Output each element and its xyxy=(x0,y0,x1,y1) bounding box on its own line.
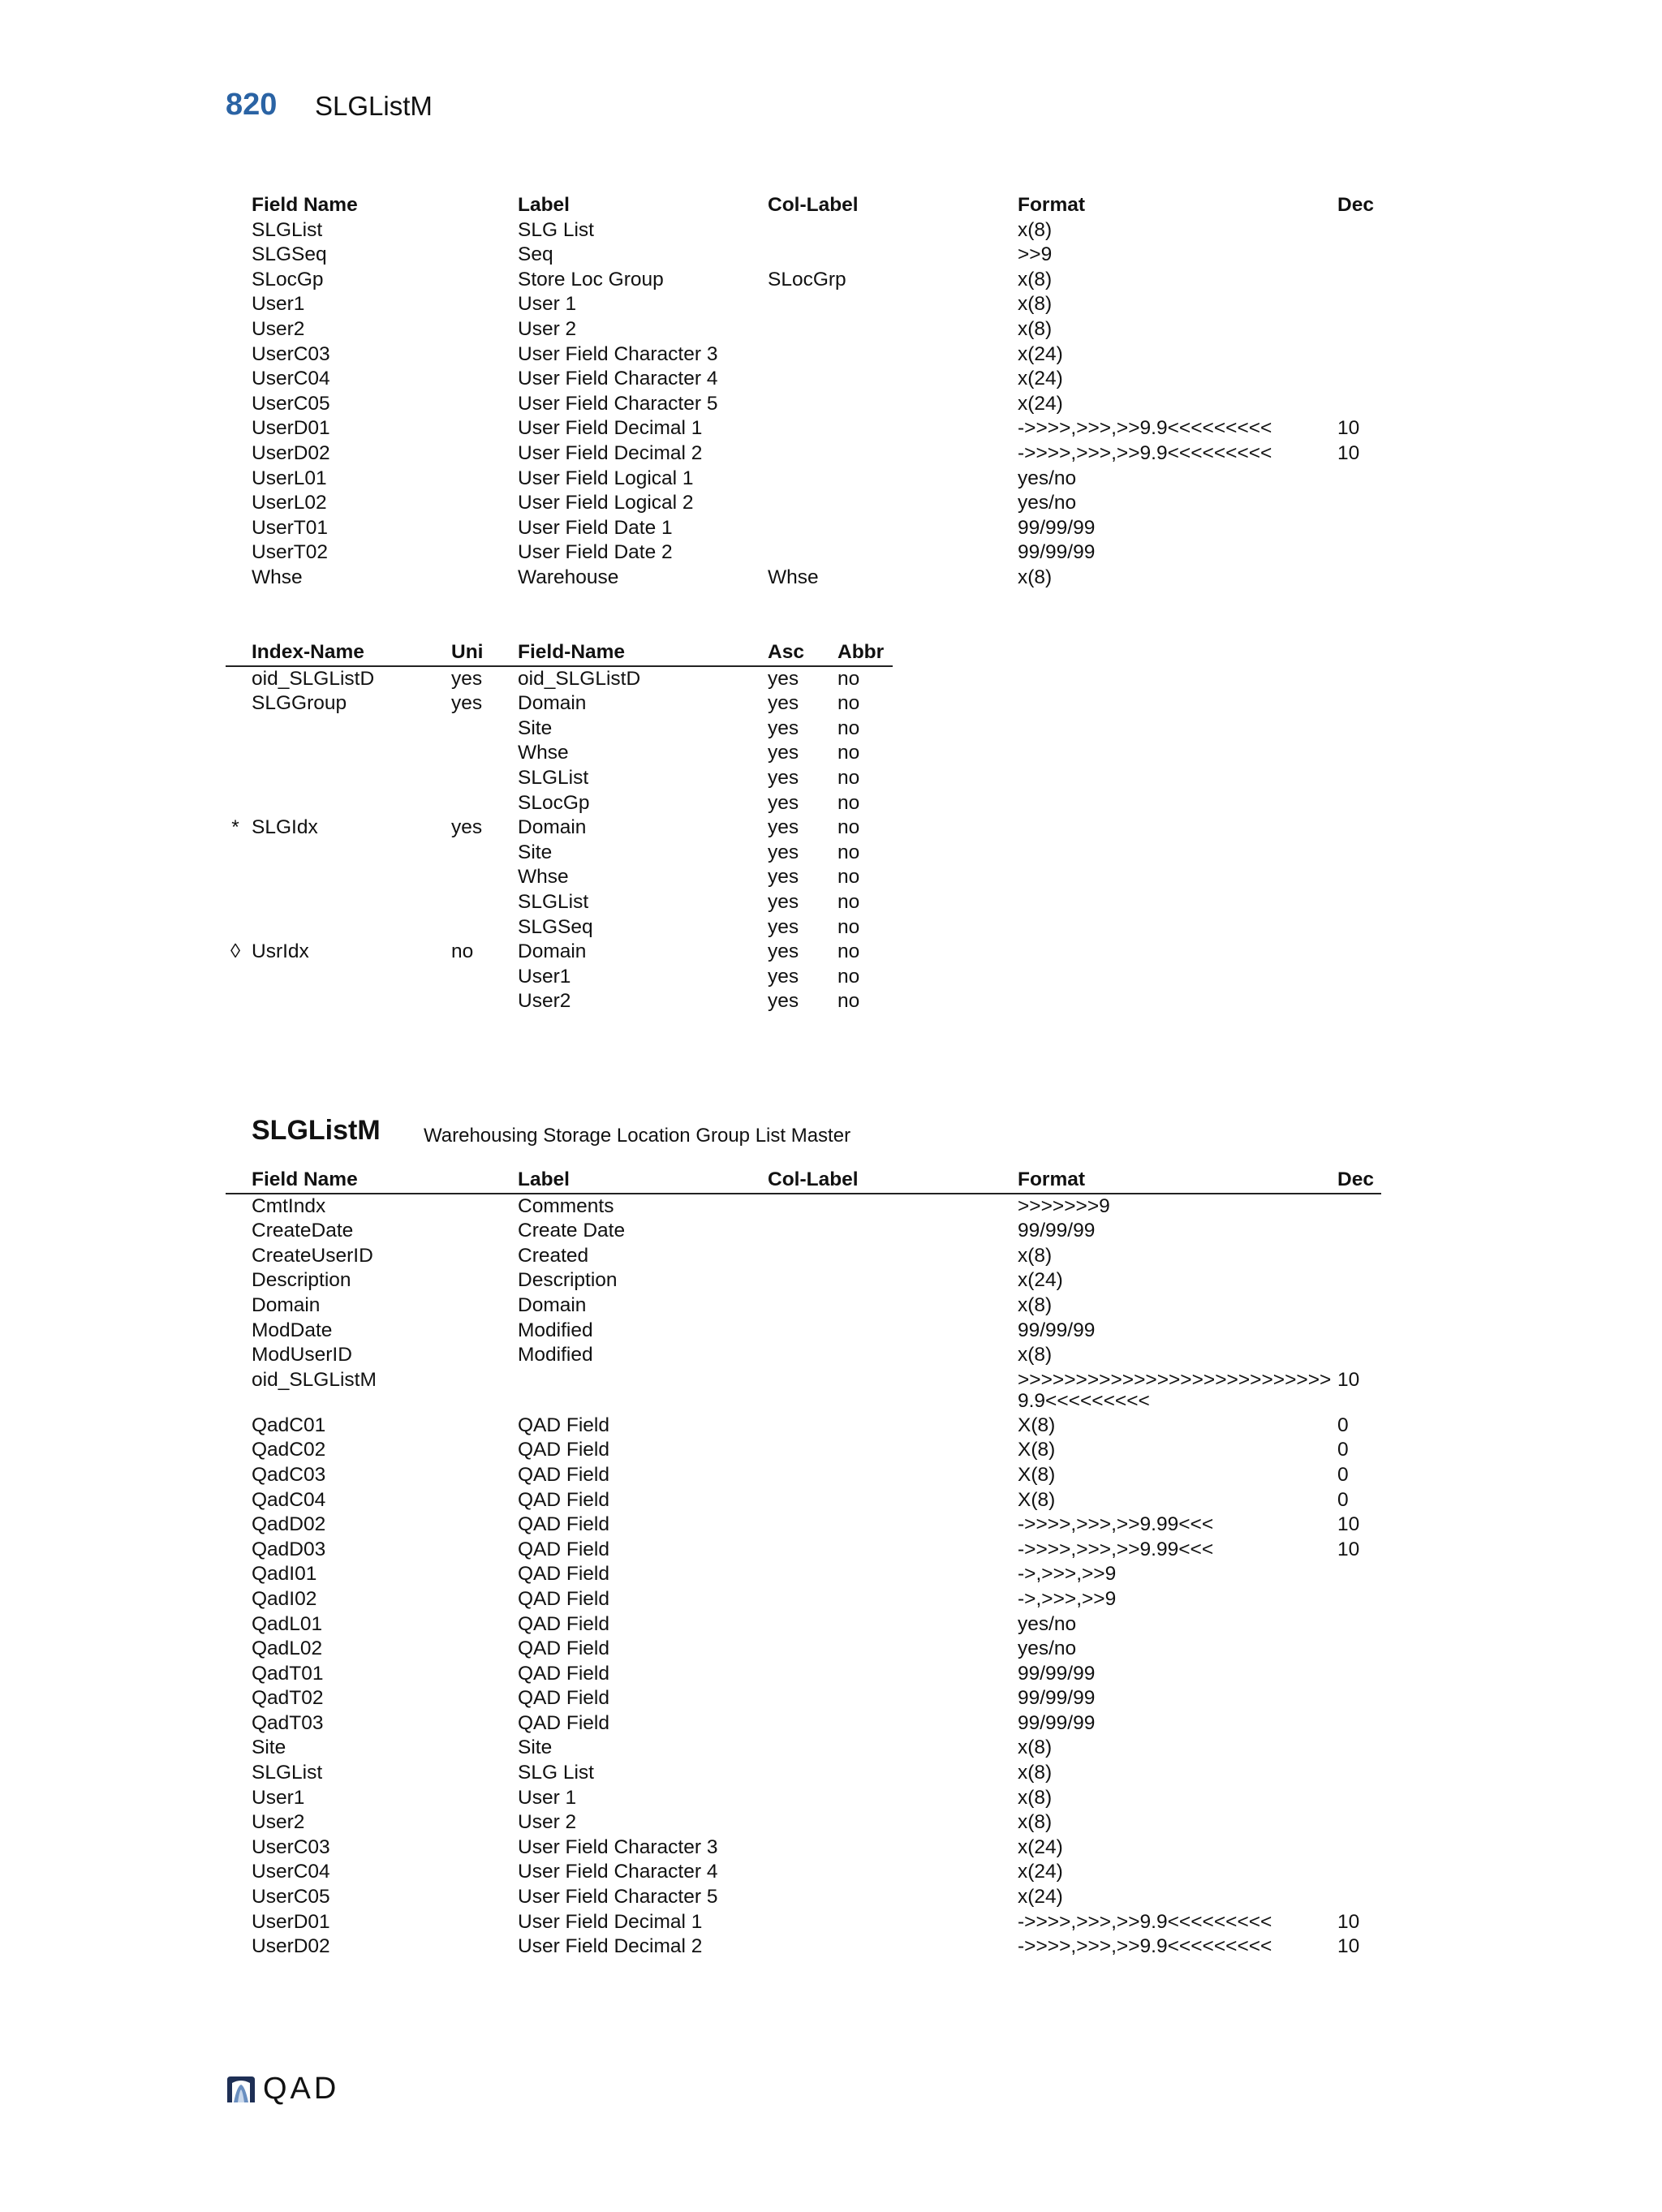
format-cell: ->>>>,>>>,>>9.9<<<<<<<<< xyxy=(1018,441,1272,464)
table-row xyxy=(226,1343,1381,1368)
field-name-cell: UserD01 xyxy=(252,1910,330,1933)
field-name-cell: User1 xyxy=(518,965,571,988)
abbr-cell: no xyxy=(837,692,860,715)
dec-cell: 10 xyxy=(1337,1538,1360,1560)
format-cell: X(8) xyxy=(1018,1439,1056,1461)
label-cell: Comments xyxy=(518,1194,614,1217)
table-row xyxy=(226,1934,1381,1960)
label-cell: User Field Character 3 xyxy=(518,342,718,365)
table-row xyxy=(226,1835,1381,1861)
format-cell: x(8) xyxy=(1018,218,1053,241)
format-cell: x(8) xyxy=(1018,1344,1053,1366)
label-cell: User Field Character 4 xyxy=(518,368,718,390)
label-cell: Modified xyxy=(518,1344,593,1366)
format-cell: x(24) xyxy=(1018,1886,1063,1909)
table-row xyxy=(226,1368,1381,1414)
abbr-cell: no xyxy=(837,816,860,839)
col-label-cell: Whse xyxy=(768,566,819,588)
format-cell: 99/99/99 xyxy=(1018,516,1096,539)
format-cell: ->>>>,>>>,>>9.9<<<<<<<<< xyxy=(1018,1935,1272,1958)
page-number: 820 xyxy=(226,88,278,122)
label-cell: User 1 xyxy=(518,1786,577,1809)
table-row xyxy=(226,342,1381,368)
table-row xyxy=(226,1562,1381,1587)
dec-cell: 10 xyxy=(1337,441,1360,464)
format-cell: ->,>>>,>>9 xyxy=(1018,1563,1117,1586)
format-cell: 99/99/99 xyxy=(1018,1319,1096,1341)
field-name-cell: UserC05 xyxy=(252,392,330,415)
field-name-cell: Site xyxy=(518,717,553,739)
uni-cell: yes xyxy=(451,692,483,715)
table-row xyxy=(226,1587,1381,1612)
header-dec: Dec xyxy=(1337,194,1374,216)
qad-logo-icon xyxy=(226,2075,256,2104)
format-cell: X(8) xyxy=(1018,1414,1056,1436)
header-uni: Uni xyxy=(451,641,484,663)
format-cell: x(8) xyxy=(1018,268,1053,290)
label-cell: Site xyxy=(518,1736,553,1759)
format-cell: x(8) xyxy=(1018,1244,1053,1267)
index-name-cell: oid_SLGListD xyxy=(252,667,375,690)
format-cell: ->>>>,>>>,>>9.9<<<<<<<<< xyxy=(1018,1910,1272,1933)
format-cell: x(24) xyxy=(1018,1269,1063,1292)
label-cell: Modified xyxy=(518,1319,593,1341)
table-row xyxy=(226,317,1381,342)
field-name-cell: UserL01 xyxy=(252,467,327,489)
index-table xyxy=(226,640,893,1014)
format-cell: x(8) xyxy=(1018,317,1053,340)
label-cell: User 1 xyxy=(518,293,577,316)
format-cell: 99/99/99 xyxy=(1018,541,1096,564)
label-cell: User Field Decimal 1 xyxy=(518,417,703,440)
field-name-cell: QadT02 xyxy=(252,1687,324,1710)
table-row xyxy=(226,1736,1381,1761)
format-cell: >>>>>>>9 xyxy=(1018,1194,1110,1217)
asc-cell: yes xyxy=(768,866,799,889)
index-row xyxy=(226,890,893,915)
asc-cell: yes xyxy=(768,766,799,789)
table-row xyxy=(226,441,1381,467)
index-row xyxy=(226,741,893,766)
label-cell: User Field Character 4 xyxy=(518,1861,718,1883)
field-name-cell: User2 xyxy=(252,317,305,340)
field-name-cell: UserD02 xyxy=(252,441,330,464)
table-row xyxy=(226,467,1381,492)
abbr-cell: no xyxy=(837,890,860,913)
dec-cell: 10 xyxy=(1337,417,1360,440)
label-cell: Domain xyxy=(518,1293,587,1316)
header-col-label: Col-Label xyxy=(768,194,859,216)
asc-cell: yes xyxy=(768,791,799,814)
label-cell: User Field Date 2 xyxy=(518,541,673,564)
asc-cell: yes xyxy=(768,890,799,913)
table-row xyxy=(226,1268,1381,1293)
field-name-cell: SLGList xyxy=(252,218,323,241)
header-field-name: Field Name xyxy=(252,194,358,216)
format-cell: 99/99/99 xyxy=(1018,1220,1096,1242)
table-header-row xyxy=(226,1168,1381,1194)
field-name-cell: SLGList xyxy=(252,1762,323,1784)
label-cell: QAD Field xyxy=(518,1463,610,1486)
label-cell: QAD Field xyxy=(518,1439,610,1461)
table-row xyxy=(226,1293,1381,1319)
label-cell: QAD Field xyxy=(518,1711,610,1734)
index-row xyxy=(226,691,893,717)
label-cell: QAD Field xyxy=(518,1662,610,1685)
asc-cell: yes xyxy=(768,990,799,1013)
field-name-cell: QadC03 xyxy=(252,1463,326,1486)
format-cell: x(8) xyxy=(1018,566,1053,588)
section-description: Warehousing Storage Location Group List Master xyxy=(424,1125,851,1147)
table-row xyxy=(226,1910,1381,1935)
table-row xyxy=(226,1438,1381,1463)
label-cell: SLG List xyxy=(518,1762,594,1784)
format-cell: x(24) xyxy=(1018,392,1063,415)
dec-cell: 0 xyxy=(1337,1414,1349,1436)
label-cell: Warehouse xyxy=(518,566,619,588)
field-name-cell: SLGSeq xyxy=(252,243,327,266)
field-name-cell: UserC03 xyxy=(252,1835,330,1858)
label-cell: User Field Decimal 1 xyxy=(518,1910,703,1933)
label-cell: Store Loc Group xyxy=(518,268,664,290)
field-table-continued xyxy=(226,193,1381,591)
table-row xyxy=(226,1194,1381,1220)
header-format: Format xyxy=(1018,1168,1086,1190)
abbr-cell: no xyxy=(837,791,860,814)
field-name-cell: CmtIndx xyxy=(252,1194,326,1217)
field-name-cell: ModUserID xyxy=(252,1344,352,1366)
field-name-cell: UserD02 xyxy=(252,1935,330,1958)
header-label: Label xyxy=(518,1168,570,1190)
format-cell: x(24) xyxy=(1018,368,1063,390)
label-cell: Description xyxy=(518,1269,618,1292)
label-cell: User Field Date 1 xyxy=(518,516,673,539)
format-cell: x(8) xyxy=(1018,293,1053,316)
asc-cell: yes xyxy=(768,742,799,764)
index-row xyxy=(226,965,893,990)
field-name-cell: SLocGp xyxy=(252,268,324,290)
field-name-cell: SLocGp xyxy=(518,791,590,814)
field-name-cell: UserD01 xyxy=(252,417,330,440)
index-row xyxy=(226,940,893,965)
field-name-cell: UserT01 xyxy=(252,516,328,539)
table-row xyxy=(226,367,1381,392)
field-name-cell: UserC04 xyxy=(252,1861,330,1883)
dec-cell: 0 xyxy=(1337,1488,1349,1511)
field-name-cell: QadD03 xyxy=(252,1538,326,1560)
table-row xyxy=(226,1488,1381,1513)
dec-cell: 10 xyxy=(1337,1935,1360,1958)
index-row xyxy=(226,766,893,791)
field-name-cell: QadI01 xyxy=(252,1563,317,1586)
asc-cell: yes xyxy=(768,717,799,739)
table-row xyxy=(226,491,1381,516)
label-cell: QAD Field xyxy=(518,1414,610,1436)
format-cell: x(8) xyxy=(1018,1786,1053,1809)
format-cell: x(8) xyxy=(1018,1736,1053,1759)
label-cell: QAD Field xyxy=(518,1513,610,1536)
field-name-cell: User2 xyxy=(518,990,571,1013)
header-asc: Asc xyxy=(768,641,804,663)
label-cell: User Field Character 5 xyxy=(518,392,718,415)
field-name-cell: Whse xyxy=(252,566,303,588)
table-row xyxy=(226,1219,1381,1244)
field-name-cell: Whse xyxy=(518,866,569,889)
field-name-cell: UserC03 xyxy=(252,342,330,365)
field-name-cell: UserC04 xyxy=(252,368,330,390)
table-row xyxy=(226,540,1381,566)
field-name-cell: QadL01 xyxy=(252,1612,323,1635)
abbr-cell: no xyxy=(837,742,860,764)
format-cell: 99/99/99 xyxy=(1018,1662,1096,1685)
header-field-name: Field-Name xyxy=(518,641,626,663)
field-name-cell: SLGList xyxy=(518,890,589,913)
field-name-cell: QadL02 xyxy=(252,1637,323,1660)
field-name-cell: QadC01 xyxy=(252,1414,326,1436)
label-cell: SLG List xyxy=(518,218,594,241)
col-label-cell: SLocGrp xyxy=(768,268,846,290)
table-row xyxy=(226,243,1381,268)
abbr-cell: no xyxy=(837,717,860,739)
field-name-cell: Site xyxy=(252,1736,286,1759)
field-name-cell: User1 xyxy=(252,293,305,316)
table-row xyxy=(226,1612,1381,1637)
field-name-cell: UserC05 xyxy=(252,1886,330,1909)
table-row xyxy=(226,1463,1381,1488)
format-cell: yes/no xyxy=(1018,1637,1077,1660)
table-row xyxy=(226,392,1381,417)
asc-cell: yes xyxy=(768,915,799,938)
index-marker: ◊ xyxy=(230,940,241,963)
format-cell: yes/no xyxy=(1018,492,1077,514)
label-cell: User Field Decimal 2 xyxy=(518,441,703,464)
format-cell: ->>>>,>>>,>>9.99<<< xyxy=(1018,1513,1214,1536)
qad-logo xyxy=(226,2072,339,2107)
field-name-cell: UserL02 xyxy=(252,492,327,514)
table-row xyxy=(226,1885,1381,1910)
asc-cell: yes xyxy=(768,692,799,715)
table-row xyxy=(226,1513,1381,1538)
abbr-cell: no xyxy=(837,667,860,690)
field-name-cell: QadC02 xyxy=(252,1439,326,1461)
dec-cell: 10 xyxy=(1337,1910,1360,1933)
label-cell: QAD Field xyxy=(518,1687,610,1710)
section-title: SLGListM xyxy=(252,1115,381,1146)
format-cell: X(8) xyxy=(1018,1488,1056,1511)
index-row xyxy=(226,816,893,841)
format-cell: >>9 xyxy=(1018,243,1053,266)
label-cell: Seq xyxy=(518,243,553,266)
field-name-cell: User1 xyxy=(252,1786,305,1809)
table-row xyxy=(226,1786,1381,1811)
label-cell: User 2 xyxy=(518,1811,577,1834)
abbr-cell: no xyxy=(837,990,860,1013)
field-name-cell: CreateUserID xyxy=(252,1244,373,1267)
field-name-cell: QadT03 xyxy=(252,1711,324,1734)
format-cell: X(8) xyxy=(1018,1463,1056,1486)
format-cell: yes/no xyxy=(1018,1612,1077,1635)
dec-cell: 0 xyxy=(1337,1463,1349,1486)
format-cell: 99/99/99 xyxy=(1018,1687,1096,1710)
table-row xyxy=(226,416,1381,441)
index-row xyxy=(226,989,893,1014)
abbr-cell: no xyxy=(837,841,860,863)
label-cell: User Field Logical 1 xyxy=(518,467,694,489)
index-header-row xyxy=(226,640,893,667)
field-name-cell: QadD02 xyxy=(252,1513,326,1536)
table-row xyxy=(226,1860,1381,1885)
format-cell: x(24) xyxy=(1018,342,1063,365)
header-index-name: Index-Name xyxy=(252,641,364,663)
index-row xyxy=(226,791,893,816)
header-abbr: Abbr xyxy=(837,641,885,663)
table-row xyxy=(226,1711,1381,1736)
dec-cell: 0 xyxy=(1337,1439,1349,1461)
header-format: Format xyxy=(1018,194,1086,216)
index-name-cell: SLGIdx xyxy=(252,816,318,839)
field-name-cell: Domain xyxy=(252,1293,321,1316)
index-row xyxy=(226,667,893,692)
format-cell: >>>>>>>>>>>>>>>>>>>>>>>>>>>9.9<<<<<<<<< xyxy=(1018,1368,1332,1412)
field-name-cell: Domain xyxy=(518,940,587,963)
label-cell: QAD Field xyxy=(518,1563,610,1586)
asc-cell: yes xyxy=(768,940,799,963)
running-header: SLGListM xyxy=(315,91,433,121)
format-cell: ->,>>>,>>9 xyxy=(1018,1587,1117,1610)
label-cell: QAD Field xyxy=(518,1637,610,1660)
table-row xyxy=(226,1662,1381,1687)
table-row xyxy=(226,1244,1381,1269)
format-cell: ->>>>,>>>,>>9.99<<< xyxy=(1018,1538,1214,1560)
table-row xyxy=(226,1319,1381,1344)
field-name-cell: CreateDate xyxy=(252,1220,354,1242)
index-row xyxy=(226,717,893,742)
field-name-cell: Site xyxy=(518,841,553,863)
table-row xyxy=(226,218,1381,243)
abbr-cell: no xyxy=(837,766,860,789)
label-cell: User Field Decimal 2 xyxy=(518,1935,703,1958)
format-cell: x(8) xyxy=(1018,1293,1053,1316)
field-name-cell: Domain xyxy=(518,816,587,839)
asc-cell: yes xyxy=(768,965,799,988)
field-name-cell: Description xyxy=(252,1269,351,1292)
asc-cell: yes xyxy=(768,816,799,839)
field-name-cell: ModDate xyxy=(252,1319,333,1341)
table-row xyxy=(226,1810,1381,1835)
label-cell: User Field Character 5 xyxy=(518,1886,718,1909)
table-row xyxy=(226,1761,1381,1786)
field-name-cell: Domain xyxy=(518,692,587,715)
index-row xyxy=(226,915,893,940)
format-cell: x(24) xyxy=(1018,1835,1063,1858)
dec-cell: 10 xyxy=(1337,1368,1360,1391)
table-header-row xyxy=(226,193,1381,218)
label-cell: User Field Character 3 xyxy=(518,1835,718,1858)
abbr-cell: no xyxy=(837,866,860,889)
header-field-name: Field Name xyxy=(252,1168,358,1190)
uni-cell: yes xyxy=(451,816,483,839)
header-col-label: Col-Label xyxy=(768,1168,859,1190)
format-cell: x(8) xyxy=(1018,1811,1053,1834)
label-cell: QAD Field xyxy=(518,1488,610,1511)
index-row xyxy=(226,841,893,866)
index-name-cell: SLGGroup xyxy=(252,692,347,715)
table-row xyxy=(226,292,1381,317)
field-name-cell: oid_SLGListD xyxy=(518,667,641,690)
field-table xyxy=(226,1168,1381,1960)
asc-cell: yes xyxy=(768,667,799,690)
abbr-cell: no xyxy=(837,915,860,938)
field-name-cell: oid_SLGListM xyxy=(252,1368,377,1391)
index-row xyxy=(226,865,893,890)
label-cell: QAD Field xyxy=(518,1612,610,1635)
field-name-cell: User2 xyxy=(252,1811,305,1834)
index-marker: * xyxy=(231,816,239,839)
table-row xyxy=(226,1686,1381,1711)
format-cell: x(8) xyxy=(1018,1762,1053,1784)
table-row xyxy=(226,566,1381,591)
abbr-cell: no xyxy=(837,940,860,963)
format-cell: x(24) xyxy=(1018,1861,1063,1883)
field-name-cell: QadI02 xyxy=(252,1587,317,1610)
table-row xyxy=(226,1414,1381,1439)
format-cell: ->>>>,>>>,>>9.9<<<<<<<<< xyxy=(1018,417,1272,440)
field-name-cell: UserT02 xyxy=(252,541,328,564)
uni-cell: yes xyxy=(451,667,483,690)
label-cell: User 2 xyxy=(518,317,577,340)
table-row xyxy=(226,516,1381,541)
format-cell: 99/99/99 xyxy=(1018,1711,1096,1734)
label-cell: Created xyxy=(518,1244,589,1267)
table-row xyxy=(226,268,1381,293)
header-dec: Dec xyxy=(1337,1168,1374,1190)
format-cell: yes/no xyxy=(1018,467,1077,489)
field-name-cell: SLGSeq xyxy=(518,915,593,938)
header-label: Label xyxy=(518,194,570,216)
table-row xyxy=(226,1637,1381,1662)
asc-cell: yes xyxy=(768,841,799,863)
field-name-cell: QadC04 xyxy=(252,1488,326,1511)
uni-cell: no xyxy=(451,940,474,963)
abbr-cell: no xyxy=(837,965,860,988)
dec-cell: 10 xyxy=(1337,1513,1360,1536)
logo-text: QAD xyxy=(263,2072,340,2106)
label-cell: Create Date xyxy=(518,1220,626,1242)
field-name-cell: QadT01 xyxy=(252,1662,324,1685)
field-name-cell: Whse xyxy=(518,742,569,764)
index-name-cell: UsrIdx xyxy=(252,940,309,963)
table-row xyxy=(226,1538,1381,1563)
label-cell: User Field Logical 2 xyxy=(518,492,694,514)
label-cell: QAD Field xyxy=(518,1587,610,1610)
label-cell: QAD Field xyxy=(518,1538,610,1560)
field-name-cell: SLGList xyxy=(518,766,589,789)
